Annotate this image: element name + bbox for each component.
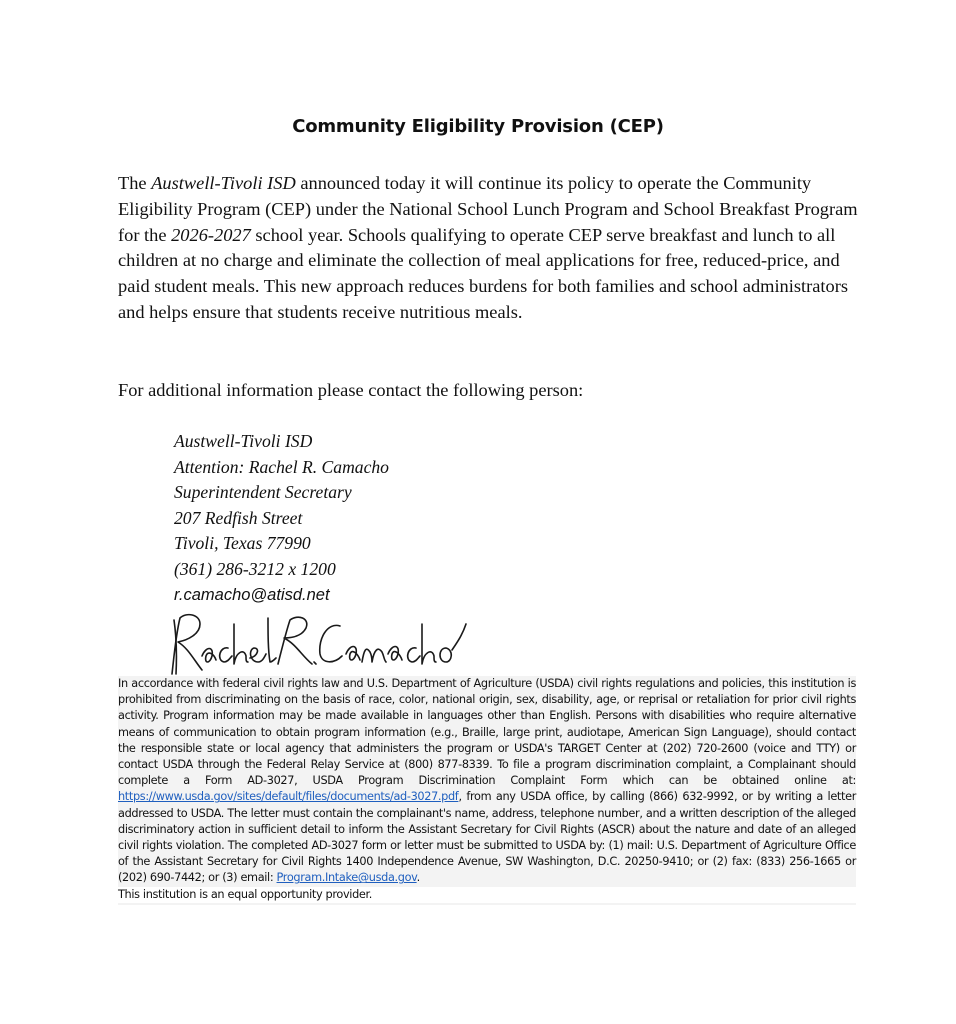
- intro-text-3: school year. Schools qualifying to operate CEP serve breakfast and lunch to all children at no charge and eliminate the collection of meal applications for free, reduced-price, and paid student meals. This new approach reduces burdens for both families and school administrators and helps ensure that students receive nutritious meals.: [118, 224, 848, 322]
- document-title: Community Eligibility Provision (CEP): [292, 116, 664, 137]
- contact-lead-text: For additional information please contact the following person:: [118, 380, 584, 400]
- contact-organization: Austwell-Tivoli ISD: [174, 431, 313, 451]
- contact-position: Superintendent Secretary: [174, 482, 352, 503]
- intro-text-1: The: [118, 173, 152, 193]
- ad-3027-form-link[interactable]: https://www.usda.gov/sites/default/files/documents/ad-3027.pdf: [118, 790, 459, 804]
- school-year: 2026-2027: [171, 224, 251, 245]
- handwritten-signature: [150, 604, 470, 680]
- announcement-paragraph: [118, 171, 858, 326]
- contact-phone: (361) 286-3212 x 1200: [174, 558, 336, 579]
- contact-street: 207 Redfish Street: [174, 507, 303, 528]
- contact-address-block: [174, 429, 594, 608]
- district-name: Austwell-Tivoli ISD: [151, 173, 296, 193]
- contact-attention: Attention: Rachel R. Camacho: [174, 456, 389, 477]
- contact-email[interactable]: r.camacho@atisd.net: [174, 585, 330, 604]
- nondiscrimination-text-1: In accordance with federal civil rights law and U.S. Department of Agriculture (USDA) civil rights regulations and policies, this institution is prohibited from discriminating on the basis of race, color, national origin, sex, disability, age, or reprisal or retaliation for prior civil rights activity. Program information may be made available in languages other than English. Persons with disabilities who require alternative means of communication to obtain program information (e.g., Braille, large print, audiotape, American Sign Language), should contact the responsible state or local agency that administers the program or USDA's TARGET Center at (202) 720-2600 (voice and TTY) or contact USDA through the Federal Relay Service at (800) 877-8339. To file a program discrimination complaint, a Complainant should complete a Form AD-3027, USDA Program Discrimination Complaint Form which can be obtained online at:: [118, 677, 856, 788]
- program-intake-email-link[interactable]: Program.Intake@usda.gov: [276, 871, 417, 885]
- equal-opportunity-statement: This institution is an equal opportunity provider.: [118, 887, 856, 903]
- contact-city-state-zip: Tivoli, Texas 77990: [174, 533, 311, 554]
- nondiscrimination-statement: [118, 676, 856, 905]
- nondiscrimination-text-3: .: [416, 871, 420, 885]
- intro-text-2: announced today it will continue its policy to operate the Community Eligibility Program (CEP) under the National School Lunch Program and School Breakfast Program for the: [118, 173, 858, 245]
- nondiscrimination-paragraph: [118, 676, 856, 887]
- nondiscrimination-text-2: , from any USDA office, by calling (866) 632-9992, or by writing a letter addressed to USDA. The letter must contain the complainant's name, address, telephone number, and a written description of the alleged discriminatory action in sufficient detail to inform the Assistant Secretary for Civil Rights (ASCR) about the nature and date of an alleged civil rights violation. The completed AD-3027 form or letter must be submitted to USDA by: (1) mail: U.S. Department of Agriculture Office of the Assistant Secretary for Civil Rights 1400 Independence Avenue, SW Washington, D.C. 20250-9410; or (2) fax: (833) 256-1665 or (202) 690-7442; or (3) email:: [118, 790, 856, 885]
